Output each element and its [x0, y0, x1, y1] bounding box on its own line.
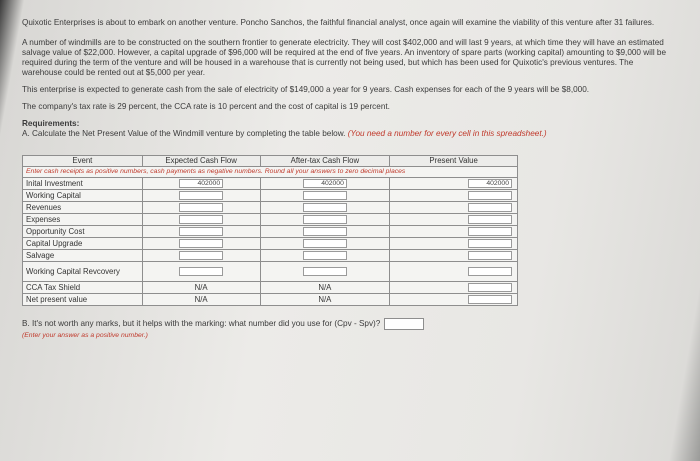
- event-label: Expenses: [23, 214, 143, 226]
- pv-input[interactable]: [468, 191, 512, 200]
- event-label: Opportunity Cost: [23, 226, 143, 238]
- event-label: Capital Upgrade: [23, 238, 143, 250]
- pv-cell: [390, 294, 518, 306]
- pv-input[interactable]: [468, 203, 512, 212]
- event-label: Working Capital Revcovery: [23, 262, 143, 282]
- table-note-row: [23, 167, 518, 178]
- pv-cell: [390, 178, 518, 190]
- atcf-cell: [260, 226, 390, 238]
- requirement-a: [22, 129, 670, 139]
- table-row: [23, 294, 518, 306]
- ecf-cell: N/A: [142, 282, 260, 294]
- table-row: [23, 178, 518, 190]
- part-b: [22, 318, 670, 330]
- table-row: [23, 202, 518, 214]
- event-label: Working Capital: [23, 190, 143, 202]
- cpv-spv-input[interactable]: [384, 318, 424, 330]
- pv-input[interactable]: 402000: [468, 179, 512, 188]
- atcf-cell: N/A: [260, 294, 390, 306]
- ecf-input[interactable]: [179, 267, 223, 276]
- requirement-a-text: A. Calculate the Net Present Value of the Windmill venture by completing the table below.: [22, 129, 346, 138]
- ecf-input[interactable]: [179, 191, 223, 200]
- table-row: [23, 190, 518, 202]
- pv-input[interactable]: [468, 251, 512, 260]
- table-header-row: [23, 156, 518, 167]
- npv-spreadsheet: [22, 155, 518, 306]
- windmills-paragraph: A number of windmills are to be constructed on the southern frontier to generate electricity. They will cost $402,000 and will last 9 years, at which time they will have an estimated salvage value of $22,000. However, a capital upgrade of $96,000 will be required at the end of five years. An inventory of spare parts (working capital) amounting to $9,000 will be required during the term of the venture and will be housed in a warehouse that is currently not being used, but which has been used for Quixotic's previous ventures. The warehouse could be rented out at $5,000 per year.: [22, 38, 667, 77]
- ecf-input[interactable]: [179, 239, 223, 248]
- part-b-instruction: (Enter your answer as a positive number.): [22, 332, 148, 339]
- ecf-cell: [142, 178, 260, 190]
- event-label: CCA Tax Shield: [23, 282, 143, 294]
- atcf-cell: [260, 214, 390, 226]
- pv-cell: [390, 238, 518, 250]
- pv-cell: [390, 214, 518, 226]
- requirements-heading: Requirements:: [22, 119, 80, 128]
- pv-input[interactable]: [468, 295, 512, 304]
- atcf-cell: N/A: [260, 282, 390, 294]
- ecf-input[interactable]: 402000: [179, 179, 223, 188]
- table-row: [23, 282, 518, 294]
- atcf-input[interactable]: [303, 267, 347, 276]
- event-label: Net present value: [23, 294, 143, 306]
- ecf-cell: [142, 214, 260, 226]
- atcf-input[interactable]: 402000: [303, 179, 347, 188]
- pv-input[interactable]: [468, 239, 512, 248]
- header-event: Event: [23, 156, 143, 167]
- pv-input[interactable]: [468, 215, 512, 224]
- requirement-a-instruction: (You need a number for every cell in this spreadsheet.): [347, 129, 547, 138]
- pv-cell: [390, 202, 518, 214]
- atcf-cell: [260, 178, 390, 190]
- pv-cell: [390, 262, 518, 282]
- header-after-tax-cash-flow: After-tax Cash Flow: [260, 156, 390, 167]
- event-label: Inital Investment: [23, 178, 143, 190]
- header-expected-cash-flow: Expected Cash Flow: [142, 156, 260, 167]
- ecf-cell: N/A: [142, 294, 260, 306]
- atcf-input[interactable]: [303, 227, 347, 236]
- atcf-cell: [260, 250, 390, 262]
- pv-cell: [390, 282, 518, 294]
- table-note: Enter cash receipts as positive numbers, cash payments as negative numbers. Round all your answers to zero decimal places: [23, 167, 518, 178]
- tax-paragraph: The company's tax rate is 29 percent, the CCA rate is 10 percent and the cost of capital is 19 percent.: [22, 102, 390, 111]
- ecf-input[interactable]: [179, 251, 223, 260]
- ecf-input[interactable]: [179, 203, 223, 212]
- table-row: [23, 250, 518, 262]
- header-present-value: Present Value: [390, 156, 518, 167]
- part-b-question: B. It's not worth any marks, but it helps with the marking: what number did you use for (Cpv - Spv)?: [22, 319, 381, 328]
- table-row: [23, 262, 518, 282]
- atcf-input[interactable]: [303, 215, 347, 224]
- event-label: Revenues: [23, 202, 143, 214]
- ecf-input[interactable]: [179, 215, 223, 224]
- ecf-cell: [142, 190, 260, 202]
- ecf-cell: [142, 262, 260, 282]
- atcf-input[interactable]: [303, 251, 347, 260]
- atcf-input[interactable]: [303, 239, 347, 248]
- table-row: [23, 238, 518, 250]
- pv-input[interactable]: [468, 267, 512, 276]
- cash-paragraph: This enterprise is expected to generate cash from the sale of electricity of $149,000 a year for 9 years. Cash expenses for each of the 9 years will be $8,000.: [22, 85, 590, 94]
- intro-paragraph: Quixotic Enterprises is about to embark on another venture. Poncho Sanchos, the faithful financial analyst, once again will examine the viability of this venture after 31 failures.: [22, 18, 655, 27]
- event-label: Salvage: [23, 250, 143, 262]
- atcf-input[interactable]: [303, 191, 347, 200]
- ecf-cell: [142, 238, 260, 250]
- pv-cell: [390, 190, 518, 202]
- ecf-cell: [142, 202, 260, 214]
- atcf-cell: [260, 238, 390, 250]
- pv-input[interactable]: [468, 227, 512, 236]
- ecf-input[interactable]: [179, 227, 223, 236]
- pv-cell: [390, 250, 518, 262]
- pv-cell: [390, 226, 518, 238]
- atcf-cell: [260, 190, 390, 202]
- table-row: [23, 214, 518, 226]
- problem-document: [22, 18, 670, 448]
- table-row: [23, 226, 518, 238]
- atcf-input[interactable]: [303, 203, 347, 212]
- pv-input[interactable]: [468, 283, 512, 292]
- atcf-cell: [260, 202, 390, 214]
- ecf-cell: [142, 226, 260, 238]
- ecf-cell: [142, 250, 260, 262]
- atcf-cell: [260, 262, 390, 282]
